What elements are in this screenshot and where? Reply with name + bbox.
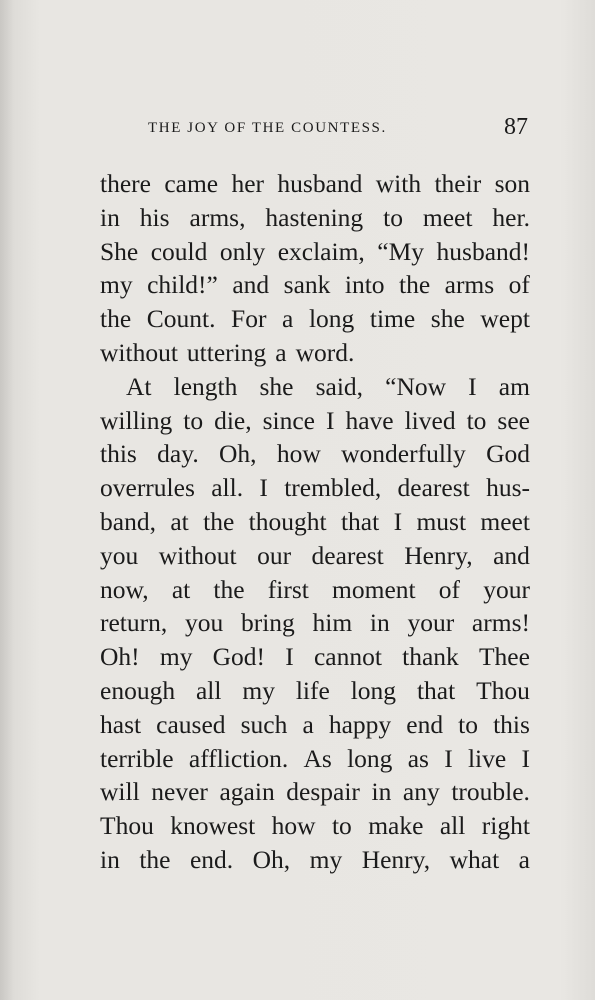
word: hus- — [486, 473, 530, 503]
word: of — [438, 574, 461, 604]
word: wonderfully — [341, 439, 466, 469]
word: you — [184, 608, 224, 638]
word: cannot — [313, 642, 382, 672]
word: the — [213, 574, 245, 604]
word: this — [100, 439, 137, 469]
word: length — [173, 371, 238, 401]
text-line — [100, 235, 530, 269]
word: at — [171, 574, 191, 604]
word: in — [100, 844, 120, 874]
word: my — [242, 675, 275, 705]
word: I — [285, 642, 294, 672]
word: and — [232, 270, 270, 300]
word: to — [466, 405, 487, 435]
text-line — [100, 708, 530, 742]
word: hast — [100, 709, 142, 739]
word: I — [325, 405, 335, 435]
word: At — [126, 371, 152, 401]
word: Henry, — [361, 844, 431, 874]
word: will — [100, 777, 140, 807]
word: into — [344, 270, 385, 300]
word: sank — [283, 270, 331, 300]
word: meet — [422, 202, 473, 232]
word: arms! — [471, 608, 530, 638]
word: affliction. — [188, 743, 289, 773]
word: in — [369, 608, 390, 638]
word: and — [493, 540, 530, 570]
word: time — [369, 304, 416, 334]
word: what — [449, 844, 500, 874]
word: Oh! — [100, 642, 140, 672]
body-text — [100, 167, 530, 877]
word: to — [183, 405, 204, 435]
text-line — [100, 843, 530, 877]
word: uttering — [186, 337, 267, 367]
word: without — [158, 540, 237, 570]
page-number: 87 — [504, 114, 528, 140]
word: God — [486, 439, 530, 469]
word: As — [303, 743, 332, 773]
word: such — [240, 709, 288, 739]
word: the — [100, 304, 132, 334]
word: thank — [402, 642, 459, 672]
word: again — [219, 777, 275, 807]
word: band, — [100, 506, 156, 536]
word: caused — [156, 709, 226, 739]
word: exclaim, — [277, 236, 365, 266]
word: have — [345, 405, 394, 435]
text-line — [100, 201, 530, 235]
word: there — [100, 169, 151, 198]
text-line — [100, 742, 530, 776]
word: that — [340, 506, 380, 536]
word: lived — [404, 405, 456, 435]
text-line — [100, 471, 530, 505]
word: at — [170, 506, 189, 536]
word: long — [308, 304, 355, 334]
word: as — [407, 743, 429, 773]
text-line — [100, 674, 530, 708]
word: of — [508, 270, 530, 300]
word: live — [467, 743, 507, 773]
word: Oh, — [252, 844, 291, 874]
word: Thee — [478, 642, 530, 672]
word: husband! — [436, 236, 530, 266]
word: she — [259, 371, 294, 401]
word: “My — [377, 236, 425, 266]
word: make — [368, 811, 424, 841]
word: wept — [480, 304, 530, 334]
text-line — [100, 268, 530, 302]
word: dearest — [311, 540, 384, 570]
text-line — [100, 302, 530, 336]
word: see — [497, 405, 530, 435]
word: trouble. — [451, 777, 530, 807]
word: the — [139, 844, 171, 874]
word: a — [518, 844, 530, 874]
word: my — [100, 270, 133, 300]
word: I — [393, 506, 403, 536]
word: never — [151, 777, 208, 807]
word: their — [434, 169, 482, 198]
word: son — [494, 169, 530, 198]
word: am — [498, 371, 530, 401]
text-line — [100, 573, 530, 607]
word: you — [100, 540, 139, 570]
word: how — [271, 811, 316, 841]
word: first — [267, 574, 309, 604]
word: Oh, — [219, 439, 257, 469]
word: without — [100, 337, 178, 367]
word: overrules — [100, 473, 195, 503]
word: Henry, — [404, 540, 473, 570]
text-line — [100, 809, 530, 843]
word: arms, — [189, 202, 246, 232]
text-line — [100, 167, 530, 201]
word: him — [312, 608, 353, 638]
word: arms — [444, 270, 495, 300]
word: return, — [100, 608, 168, 638]
word: your — [483, 574, 530, 604]
word: any — [402, 777, 440, 807]
word: his — [139, 202, 170, 232]
text-line — [100, 640, 530, 674]
word: said, — [315, 371, 364, 401]
word: end. — [189, 844, 234, 874]
word: must — [416, 506, 467, 536]
text-line — [100, 606, 530, 640]
word: I — [468, 371, 477, 401]
word: life — [295, 675, 330, 705]
word: to — [458, 709, 479, 739]
word: the — [399, 270, 431, 300]
word: she — [430, 304, 465, 334]
word: all — [439, 811, 466, 841]
word: to — [383, 202, 403, 232]
word: that — [416, 675, 456, 705]
word: She — [100, 236, 139, 266]
word: the — [203, 506, 235, 536]
word: in — [371, 777, 392, 807]
word: in — [100, 202, 120, 232]
word: could — [150, 236, 208, 266]
word: since — [262, 405, 315, 435]
word: thought — [248, 506, 327, 536]
word: meet — [480, 506, 530, 536]
word: came — [164, 169, 219, 198]
running-header — [100, 116, 530, 142]
text-line — [100, 336, 530, 370]
word: bring — [240, 608, 295, 638]
running-title: THE JOY OF THE COUNTESS. — [148, 120, 387, 136]
word: Thou — [476, 675, 530, 705]
word: to — [331, 811, 352, 841]
word: moment — [332, 574, 416, 604]
word: die, — [214, 405, 252, 435]
word: our — [257, 540, 292, 570]
word: I — [521, 743, 530, 773]
text-line — [100, 505, 530, 539]
word: happy — [328, 709, 392, 739]
text-line — [100, 539, 530, 573]
word: only — [219, 236, 266, 266]
word: enough — [100, 675, 176, 705]
word: I — [444, 743, 453, 773]
word: how — [276, 439, 321, 469]
word: I — [259, 473, 268, 503]
word: a — [282, 304, 294, 334]
text-line — [100, 437, 530, 471]
word: your — [407, 608, 455, 638]
word: all — [195, 675, 222, 705]
word: all. — [211, 473, 244, 503]
word: Thou — [100, 811, 154, 841]
word: Count. — [146, 304, 216, 334]
word: “Now — [385, 371, 447, 401]
word: my — [309, 844, 343, 874]
word: willing — [100, 405, 173, 435]
word: right — [481, 811, 530, 841]
word: a — [302, 709, 314, 739]
text-line — [100, 775, 530, 809]
word: long — [350, 675, 397, 705]
word: now, — [100, 574, 149, 604]
word: terrible — [100, 743, 174, 773]
word: word. — [295, 337, 355, 367]
word: trembled, — [284, 473, 382, 503]
word: hastening — [265, 202, 364, 232]
word: day. — [157, 439, 199, 469]
text-line — [100, 404, 530, 438]
word: her — [231, 169, 265, 198]
word: this — [493, 709, 530, 739]
word: with — [375, 169, 422, 198]
word: end — [406, 709, 444, 739]
word: dearest — [397, 473, 470, 503]
word: God! — [212, 642, 266, 672]
word: For — [231, 304, 267, 334]
word: child!” — [147, 270, 218, 300]
word: long — [347, 743, 393, 773]
text-line — [100, 370, 530, 404]
word: her. — [492, 202, 530, 232]
word: my — [159, 642, 193, 672]
word: husband — [277, 169, 363, 198]
word: knowest — [170, 811, 256, 841]
word: a — [275, 337, 287, 367]
word: despair — [286, 777, 360, 807]
